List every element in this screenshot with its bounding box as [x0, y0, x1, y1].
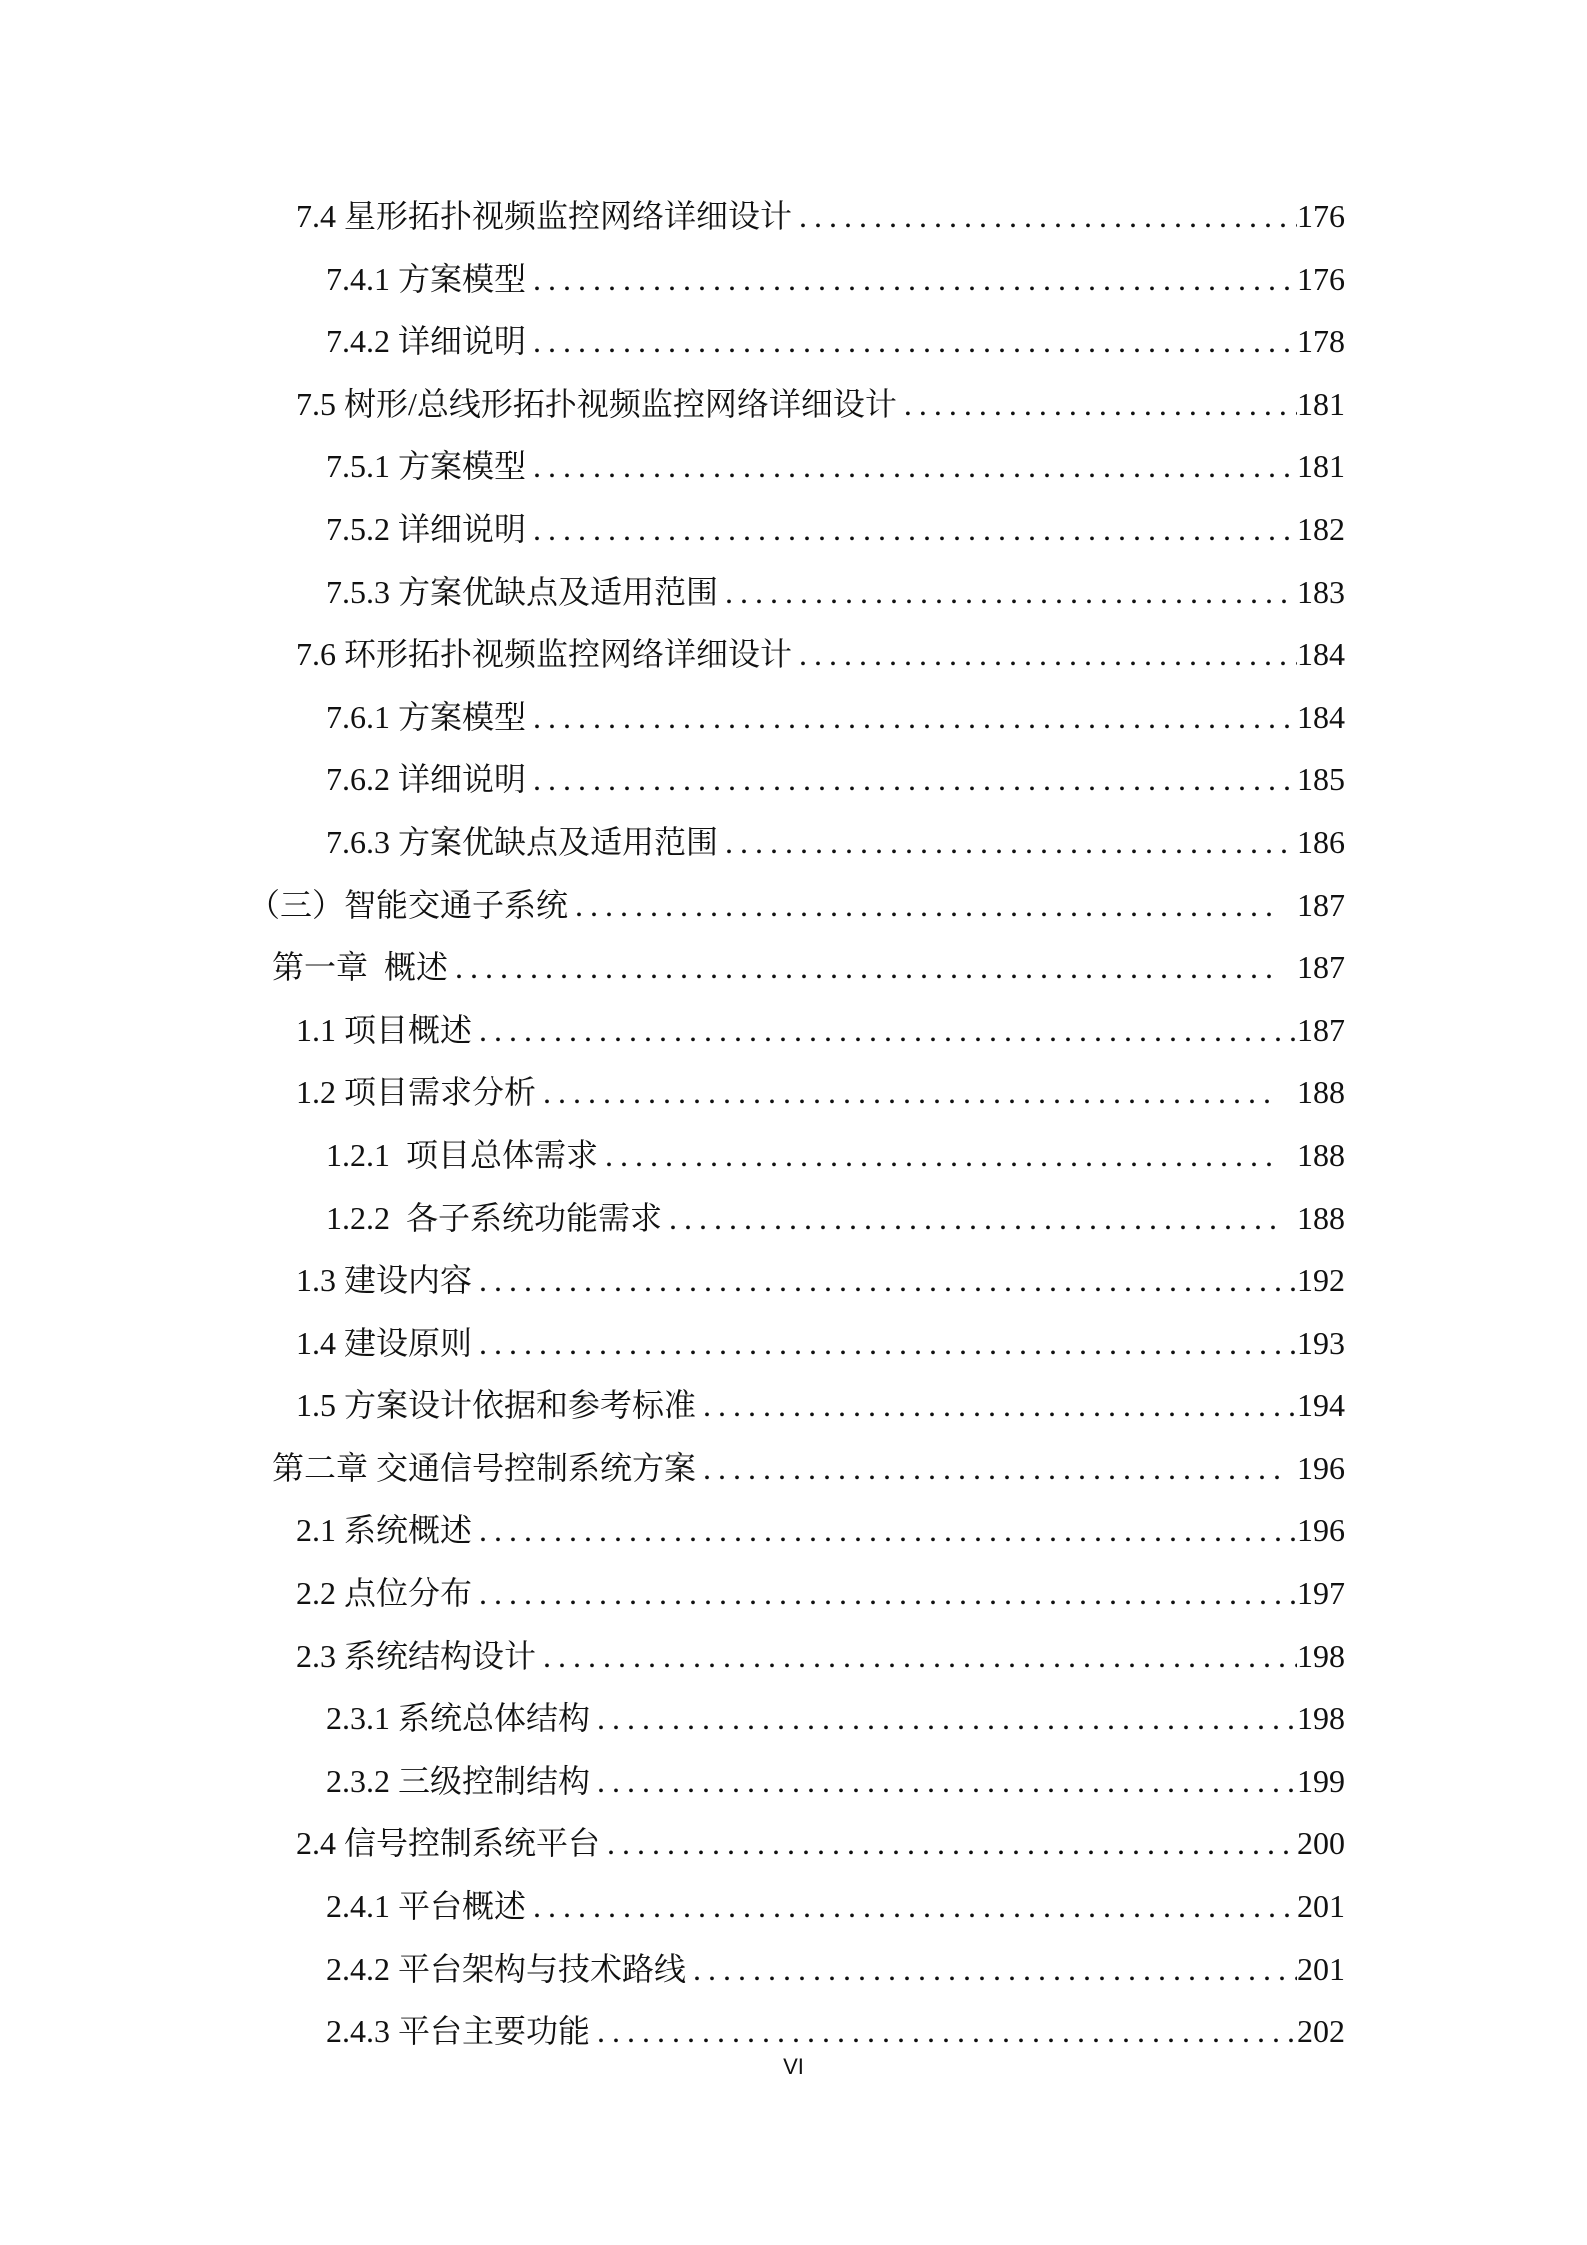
page-number-footer: VI — [783, 2054, 804, 2079]
toc-entry[interactable] — [248, 811, 1345, 874]
toc-entry[interactable] — [248, 1750, 1345, 1813]
toc-entry-page: 187 — [1297, 1011, 1345, 1048]
toc-entry-label: 2.2 点位分布 — [296, 1575, 473, 1612]
toc-entry-page: 198 — [1297, 1637, 1345, 1674]
toc-entry[interactable] — [248, 561, 1345, 624]
toc-entry-page: 186 — [1297, 823, 1345, 860]
toc-entry-label: 7.4 星形拓扑视频监控网络详细设计 — [296, 198, 793, 234]
toc-entry-label: 7.6.3 方案优缺点及适用范围 — [326, 823, 719, 860]
toc-entry-page: 188 — [1297, 1199, 1345, 1236]
toc-entry-label: 2.1 系统概述 — [296, 1512, 473, 1549]
toc-entry-label: 第二章 交通信号控制系统方案 — [272, 1449, 697, 1486]
toc-entry-page: 196 — [1297, 1512, 1345, 1549]
toc-entry-page: 200 — [1297, 1825, 1345, 1862]
toc-entry[interactable] — [248, 310, 1345, 373]
toc-leader-dots — [526, 748, 1297, 811]
toc-entry[interactable] — [248, 1875, 1345, 1938]
toc-entry[interactable] — [248, 373, 1345, 436]
toc-entry-label: 1.2.1 项目总体需求 — [326, 1136, 599, 1173]
toc-entry[interactable] — [248, 686, 1345, 749]
toc-leader-dots — [472, 1562, 1297, 1625]
toc-entry-page: 184 — [1297, 636, 1345, 673]
toc-entry-label: 1.1 项目概述 — [296, 1011, 473, 1048]
toc-entry-label: 第一章 概述 — [272, 949, 449, 986]
toc-entry-page: 197 — [1297, 1575, 1345, 1612]
toc-entry-page: 193 — [1297, 1324, 1345, 1361]
toc-entry-label: 7.6.1 方案模型 — [326, 698, 527, 735]
toc-leader-dots — [686, 1938, 1297, 2001]
toc-entry-label: 1.5 方案设计依据和参考标准 — [296, 1387, 697, 1424]
toc-leader-dots — [696, 1437, 1279, 1500]
toc-entry-page: 188 — [1297, 1136, 1345, 1173]
toc-entry-page: 185 — [1297, 761, 1345, 798]
toc-leader-dots — [472, 1312, 1297, 1375]
toc-list — [248, 185, 1345, 2063]
toc-entry-label: 2.3.1 系统总体结构 — [326, 1700, 591, 1737]
toc-entry[interactable] — [248, 748, 1345, 811]
toc-leader-dots — [472, 1249, 1297, 1312]
toc-leader-dots — [526, 1875, 1297, 1938]
toc-leader-dots — [792, 185, 1297, 248]
toc-entry[interactable] — [248, 1249, 1345, 1312]
toc-leader-dots — [526, 435, 1297, 498]
toc-entry-page: 181 — [1297, 448, 1345, 485]
toc-entry-page: 198 — [1297, 1700, 1345, 1737]
toc-entry-label: （三）智能交通子系统 — [248, 886, 569, 923]
toc-entry-label: 1.4 建设原则 — [296, 1324, 473, 1361]
toc-entry-page: 176 — [1297, 260, 1345, 297]
toc-leader-dots — [472, 999, 1297, 1062]
toc-leader-dots — [568, 874, 1279, 937]
toc-entry[interactable] — [248, 1812, 1345, 1875]
toc-entry-label: 1.2 项目需求分析 — [296, 1074, 537, 1111]
toc-entry-label: 1.3 建设内容 — [296, 1262, 473, 1299]
toc-entry-label: 2.4.3 平台主要功能 — [326, 2013, 591, 2050]
toc-entry-page: 178 — [1297, 323, 1345, 360]
toc-entry-label: 7.6 环形拓扑视频监控网络详细设计 — [296, 636, 793, 673]
toc-leader-dots — [696, 1374, 1297, 1437]
toc-leader-dots — [897, 373, 1297, 436]
toc-entry[interactable] — [248, 1061, 1345, 1124]
toc-entry[interactable] — [248, 1374, 1345, 1437]
toc-entry[interactable] — [248, 185, 1345, 248]
toc-leader-dots — [526, 248, 1297, 311]
toc-entry-label: 7.5.3 方案优缺点及适用范围 — [326, 573, 719, 610]
toc-leader-dots — [526, 686, 1297, 749]
toc-leader-dots — [536, 1625, 1297, 1688]
toc-entry-page: 192 — [1297, 1262, 1345, 1299]
toc-leader-dots — [472, 1499, 1297, 1562]
toc-entry-page: 183 — [1297, 573, 1345, 610]
toc-leader-dots — [718, 811, 1297, 874]
toc-entry[interactable] — [248, 435, 1345, 498]
toc-entry[interactable] — [248, 1437, 1345, 1500]
toc-leader-dots — [526, 498, 1297, 561]
toc-leader-dots — [792, 623, 1297, 686]
toc-leader-dots — [718, 561, 1297, 624]
toc-entry[interactable] — [248, 1187, 1345, 1250]
toc-leader-dots — [600, 1812, 1297, 1875]
toc-entry-page: 184 — [1297, 698, 1345, 735]
toc-entry-label: 2.4.2 平台架构与技术路线 — [326, 1950, 687, 1987]
toc-leader-dots — [536, 1061, 1279, 1124]
toc-entry[interactable] — [248, 1625, 1345, 1688]
toc-leader-dots — [590, 1687, 1297, 1750]
toc-entry-label: 7.5.1 方案模型 — [326, 448, 527, 485]
toc-entry-label: 7.4.1 方案模型 — [326, 260, 527, 297]
toc-entry[interactable] — [248, 623, 1345, 686]
toc-leader-dots — [448, 936, 1279, 999]
toc-entry-page: 201 — [1297, 1950, 1345, 1987]
toc-entry[interactable] — [248, 999, 1345, 1062]
toc-entry[interactable] — [248, 1499, 1345, 1562]
toc-entry-page: 201 — [1297, 1888, 1345, 1925]
toc-entry-label: 2.3.2 三级控制结构 — [326, 1762, 591, 1799]
toc-entry-page: 196 — [1297, 1449, 1345, 1486]
toc-entry[interactable] — [248, 1562, 1345, 1625]
toc-entry-page: 187 — [1297, 886, 1345, 923]
toc-leader-dots — [662, 1187, 1279, 1250]
toc-entry-label: 7.6.2 详细说明 — [326, 761, 527, 798]
toc-entry-page: 199 — [1297, 1762, 1345, 1799]
toc-entry-page: 176 — [1297, 198, 1345, 234]
toc-entry-page: 187 — [1297, 949, 1345, 986]
toc-entry-page: 202 — [1297, 2013, 1345, 2050]
toc-entry-label: 7.4.2 详细说明 — [326, 323, 527, 360]
toc-entry-label: 2.4 信号控制系统平台 — [296, 1825, 601, 1862]
toc-entry[interactable] — [248, 1687, 1345, 1750]
toc-entry-page: 194 — [1297, 1387, 1345, 1424]
toc-entry-label: 2.3 系统结构设计 — [296, 1637, 537, 1674]
toc-entry[interactable] — [248, 1312, 1345, 1375]
toc-entry-page: 188 — [1297, 1074, 1345, 1111]
toc-entry[interactable] — [248, 248, 1345, 311]
toc-entry-label: 7.5.2 详细说明 — [326, 510, 527, 547]
toc-entry-page: 181 — [1297, 385, 1345, 422]
toc-leader-dots — [598, 1124, 1279, 1187]
toc-entry-label: 7.5 树形/总线形拓扑视频监控网络详细设计 — [296, 385, 897, 422]
toc-entry-page: 182 — [1297, 510, 1345, 547]
toc-entry[interactable] — [248, 1938, 1345, 2001]
toc-leader-dots — [590, 1750, 1297, 1813]
toc-entry[interactable] — [248, 936, 1345, 999]
toc-entry[interactable] — [248, 498, 1345, 561]
toc-entry-label: 1.2.2 各子系统功能需求 — [326, 1199, 663, 1236]
toc-entry-label: 2.4.1 平台概述 — [326, 1888, 527, 1925]
toc-entry[interactable] — [248, 874, 1345, 937]
toc-entry[interactable] — [248, 1124, 1345, 1187]
toc-leader-dots — [526, 310, 1297, 373]
